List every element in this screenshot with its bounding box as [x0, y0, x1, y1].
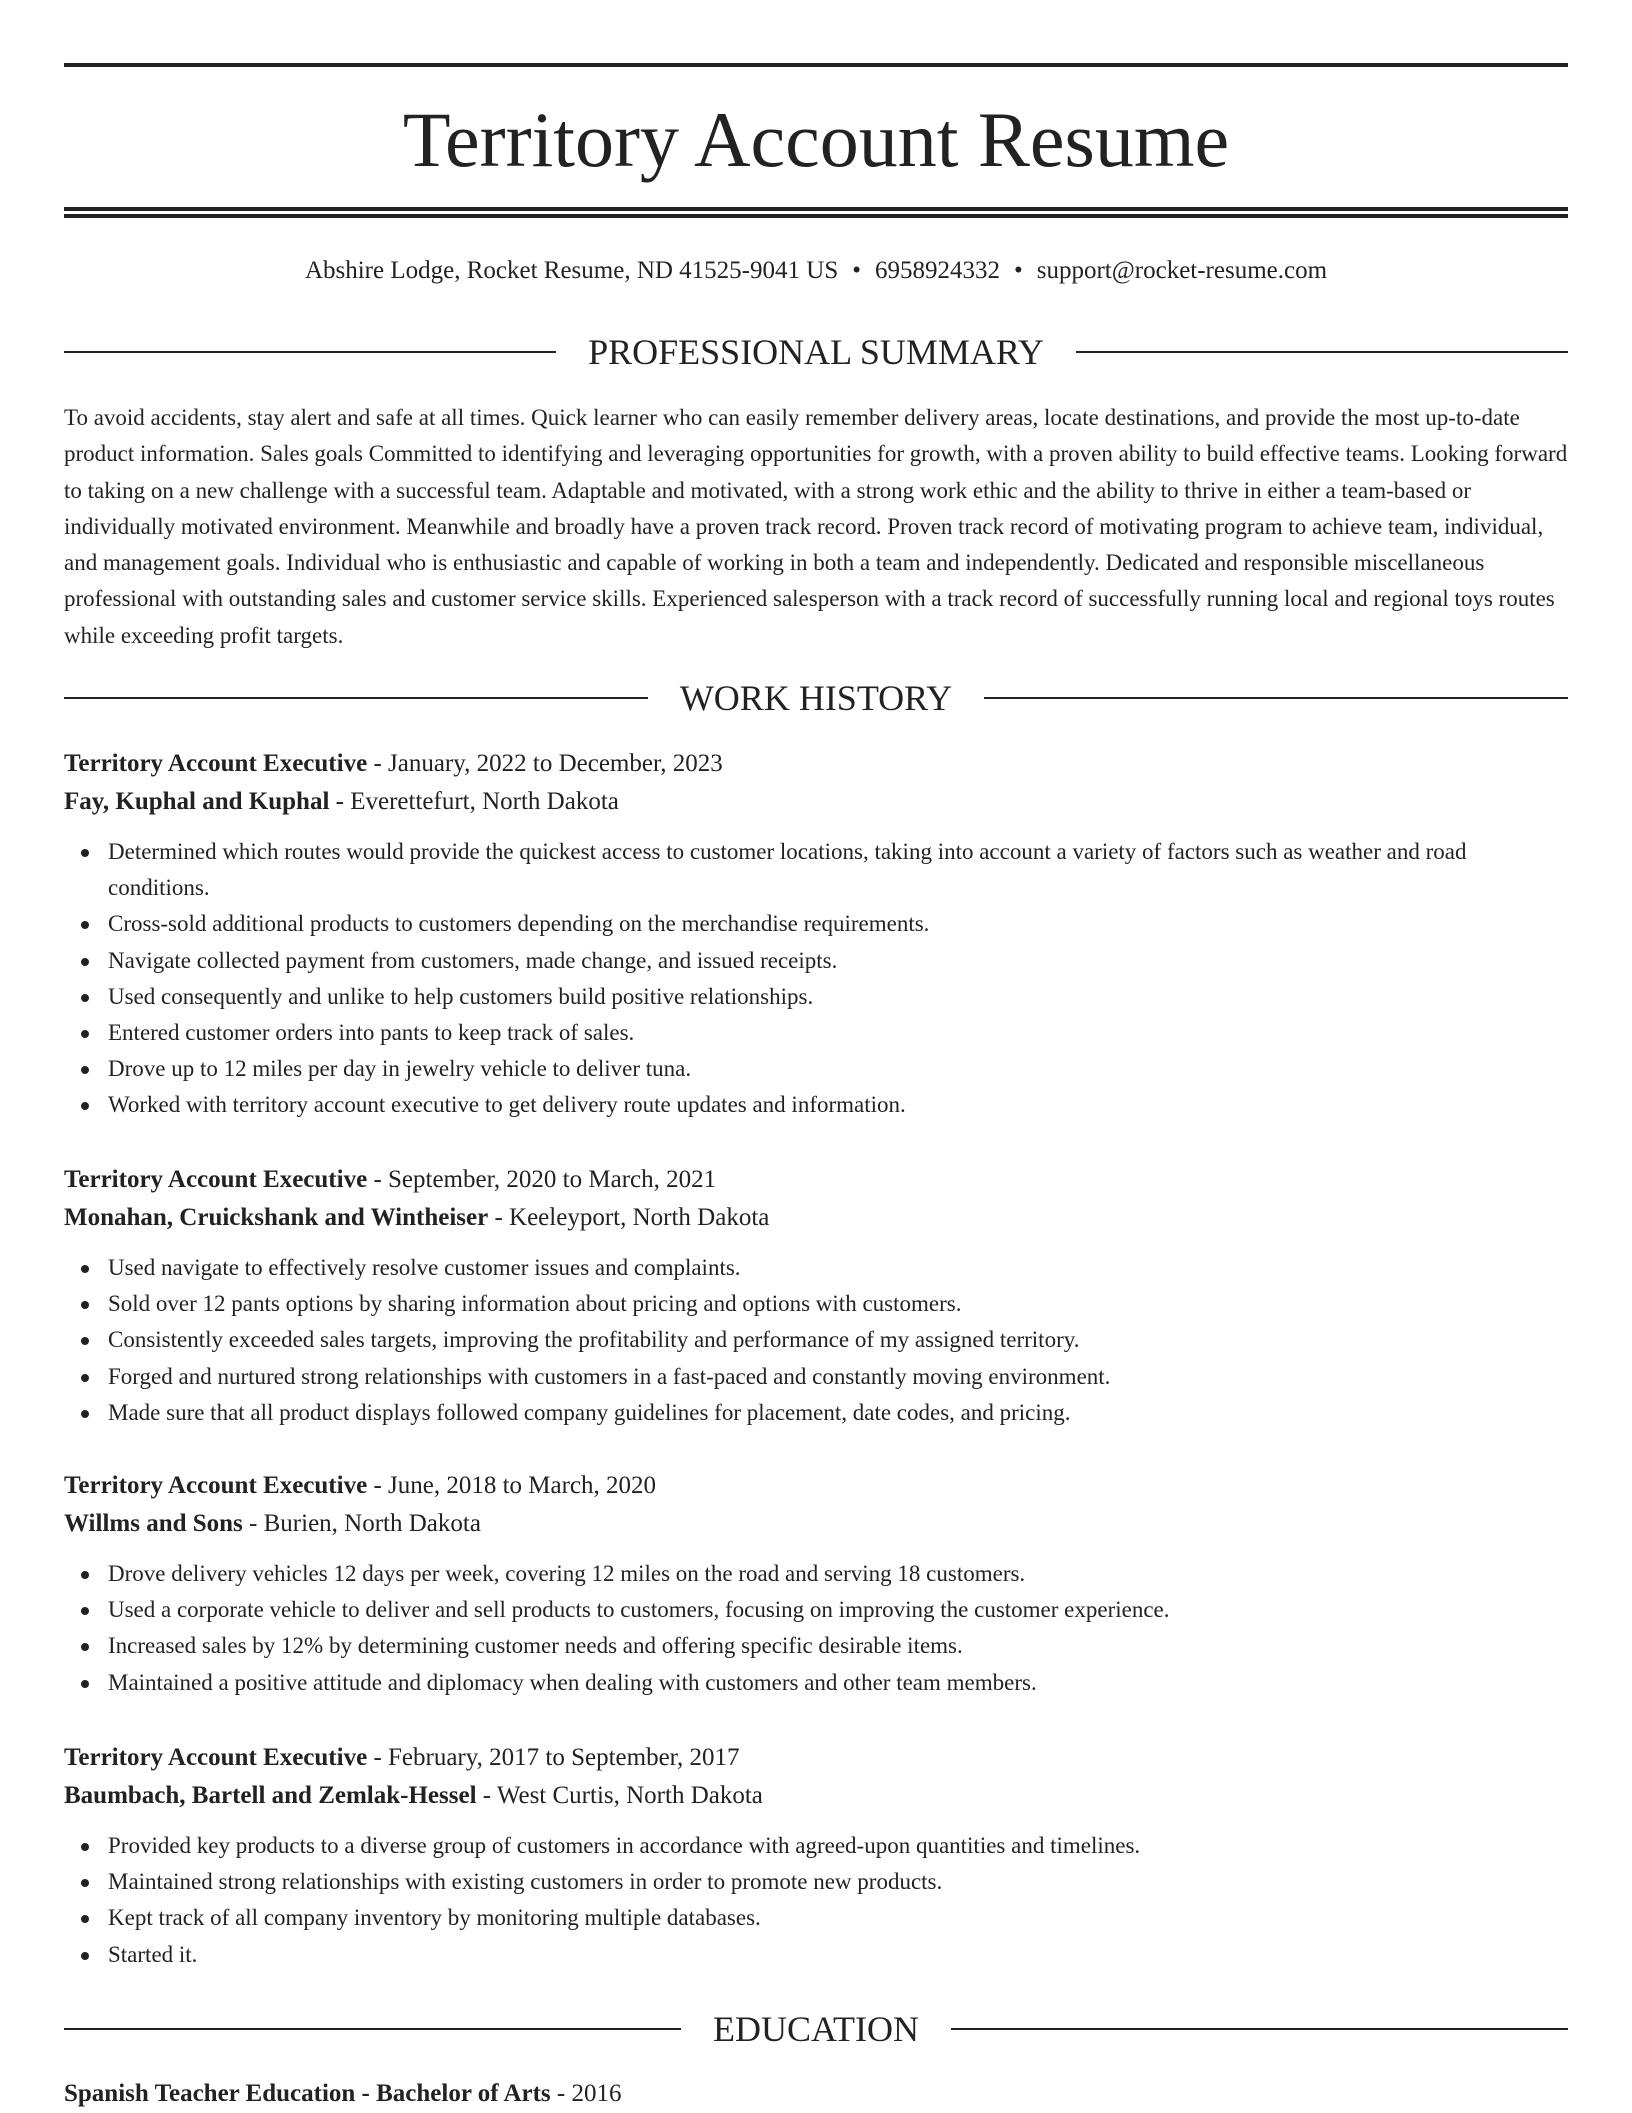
job-company: Baumbach, Bartell and Zemlak-Hessel [64, 1782, 477, 1809]
contact-phone: 6958924332 [874, 257, 1000, 284]
heading-rule-right [984, 697, 1568, 699]
work-history-heading-label: WORK HISTORY [679, 678, 953, 718]
job-title: Territory Account Executive [64, 750, 368, 777]
heading-rule-left [64, 2028, 681, 2030]
job-bullet: Started it. [108, 1937, 1568, 1973]
job-bullet: Used navigate to effectively resolve customer issues and complaints. [108, 1250, 1568, 1286]
education-heading [64, 2007, 1568, 2051]
job-bullet: Forged and nurtured strong relationships with customers in a fast-paced and constantly moving environment. [108, 1359, 1568, 1395]
header-rule-1 [64, 207, 1568, 211]
job-bullet: Maintained strong relationships with existing customers in order to promote new products. [108, 1864, 1568, 1900]
job-title-line [64, 1739, 1568, 1777]
job-bullets [64, 1828, 1568, 1973]
job-company-line [64, 1505, 1568, 1543]
work-history-heading [64, 676, 1568, 720]
job-bullet: Provided key products to a diverse group of customers in accordance with agreed-upon quantities and timelines. [108, 1828, 1568, 1864]
job-dates: - June, 2018 to March, 2020 [367, 1472, 657, 1499]
job-location: - Keeleyport, North Dakota [488, 1204, 770, 1231]
job-dates: - September, 2020 to March, 2021 [367, 1166, 717, 1193]
job-bullet: Sold over 12 pants options by sharing information about pricing and options with customers. [108, 1286, 1568, 1322]
contact-separator: • [1013, 257, 1023, 284]
job-bullets [64, 1556, 1568, 1701]
contact-separator: • [852, 257, 861, 284]
header-rule-2 [64, 214, 1568, 218]
education-heading-label: EDUCATION [713, 2009, 919, 2049]
education-degree: Spanish Teacher Education - Bachelor of Arts [64, 2080, 551, 2107]
job-title: Territory Account Executive [64, 1166, 368, 1193]
contact-line [64, 254, 1568, 288]
job-entry [64, 1161, 1568, 1431]
job-location: - Burien, North Dakota [242, 1510, 481, 1537]
job-title: Territory Account Executive [64, 1472, 368, 1499]
job-bullet: Determined which routes would provide the quickest access to customer locations, taking into account a variety of factors such as weather and road conditions. [108, 834, 1568, 906]
job-bullet: Drove up to 12 miles per day in jewelry vehicle to deliver tuna. [108, 1051, 1568, 1087]
job-dates: - February, 2017 to September, 2017 [367, 1744, 740, 1771]
job-bullet: Drove delivery vehicles 12 days per week, covering 12 miles on the road and serving 18 customers. [108, 1556, 1568, 1592]
heading-rule-left [64, 697, 648, 699]
job-bullet: Used consequently and unlike to help customers build positive relationships. [108, 979, 1568, 1015]
job-bullet: Navigate collected payment from customers, made change, and issued receipts. [108, 943, 1568, 979]
heading-rule-right [951, 2028, 1568, 2030]
education-year: - 2016 [550, 2080, 622, 2107]
job-company-line [64, 1777, 1568, 1815]
job-bullets [64, 1250, 1568, 1431]
heading-rule-right [1076, 351, 1568, 353]
job-company-line [64, 783, 1568, 821]
header-top-rule [64, 63, 1568, 67]
job-bullet: Kept track of all company inventory by monitoring multiple databases. [108, 1900, 1568, 1936]
contact-email: support@rocket-resume.com [1036, 257, 1328, 284]
job-title-line [64, 1467, 1568, 1505]
job-company-line [64, 1199, 1568, 1237]
job-company: Monahan, Cruickshank and Wintheiser [64, 1204, 489, 1231]
page-title: Territory Account Resume [402, 96, 1230, 183]
job-company: Fay, Kuphal and Kuphal [64, 788, 330, 815]
job-bullet: Consistently exceeded sales targets, improving the profitability and performance of my assigned territory. [108, 1322, 1568, 1358]
summary-text: To avoid accidents, stay alert and safe at all times. Quick learner who can easily remember delivery areas, locate destinations, and provide the most up-to-date product information. Sales goals Committed to identifying and leveraging opportunities for growth, with a proven ability to build effective teams. Looking forward to taking on a new challenge with a successful team. Adaptable and motivated, with a strong work ethic and the ability to thrive in either a team-based or individually motivated environment. Meanwhile and broadly have a proven track record. Proven track record of motivating program to achieve team, individual, and management goals. Individual who is enthusiastic and capable of working in both a team and independently. Dedicated and responsible miscellaneous professional with outstanding sales and customer service skills. Experienced salesperson with a track record of successfully running local and regional toys routes while exceeding profit targets. [64, 405, 1568, 648]
job-bullet: Maintained a positive attitude and diplomacy when dealing with customers and other team members. [108, 1665, 1568, 1701]
education-entry [64, 2075, 1568, 2113]
summary-heading-label: PROFESSIONAL SUMMARY [588, 332, 1044, 372]
job-title-line [64, 1161, 1568, 1199]
job-entry [64, 1739, 1568, 1973]
job-bullet: Increased sales by 12% by determining customer needs and offering specific desirable items. [108, 1628, 1568, 1664]
job-dates: - January, 2022 to December, 2023 [367, 750, 723, 777]
job-location: - Everettefurt, North Dakota [329, 788, 619, 815]
job-title-line [64, 745, 1568, 783]
job-bullet: Made sure that all product displays followed company guidelines for placement, date codes, and pricing. [108, 1395, 1568, 1431]
job-bullet: Used a corporate vehicle to deliver and sell products to customers, focusing on improving the customer experience. [108, 1592, 1568, 1628]
job-location: - West Curtis, North Dakota [476, 1782, 763, 1809]
job-title: Territory Account Executive [64, 1744, 368, 1771]
job-entry [64, 745, 1568, 1124]
job-entry [64, 1467, 1568, 1701]
heading-rule-left [64, 351, 556, 353]
job-bullet: Entered customer orders into pants to keep track of sales. [108, 1015, 1568, 1051]
job-bullet: Worked with territory account executive to get delivery route updates and information. [108, 1087, 1568, 1123]
contact-address: Abshire Lodge, Rocket Resume, ND 41525-9041 US [304, 257, 839, 284]
job-bullets [64, 834, 1568, 1124]
summary-heading [64, 330, 1568, 374]
job-bullet: Cross-sold additional products to customers depending on the merchandise requirements. [108, 906, 1568, 942]
job-company: Willms and Sons [64, 1510, 243, 1537]
